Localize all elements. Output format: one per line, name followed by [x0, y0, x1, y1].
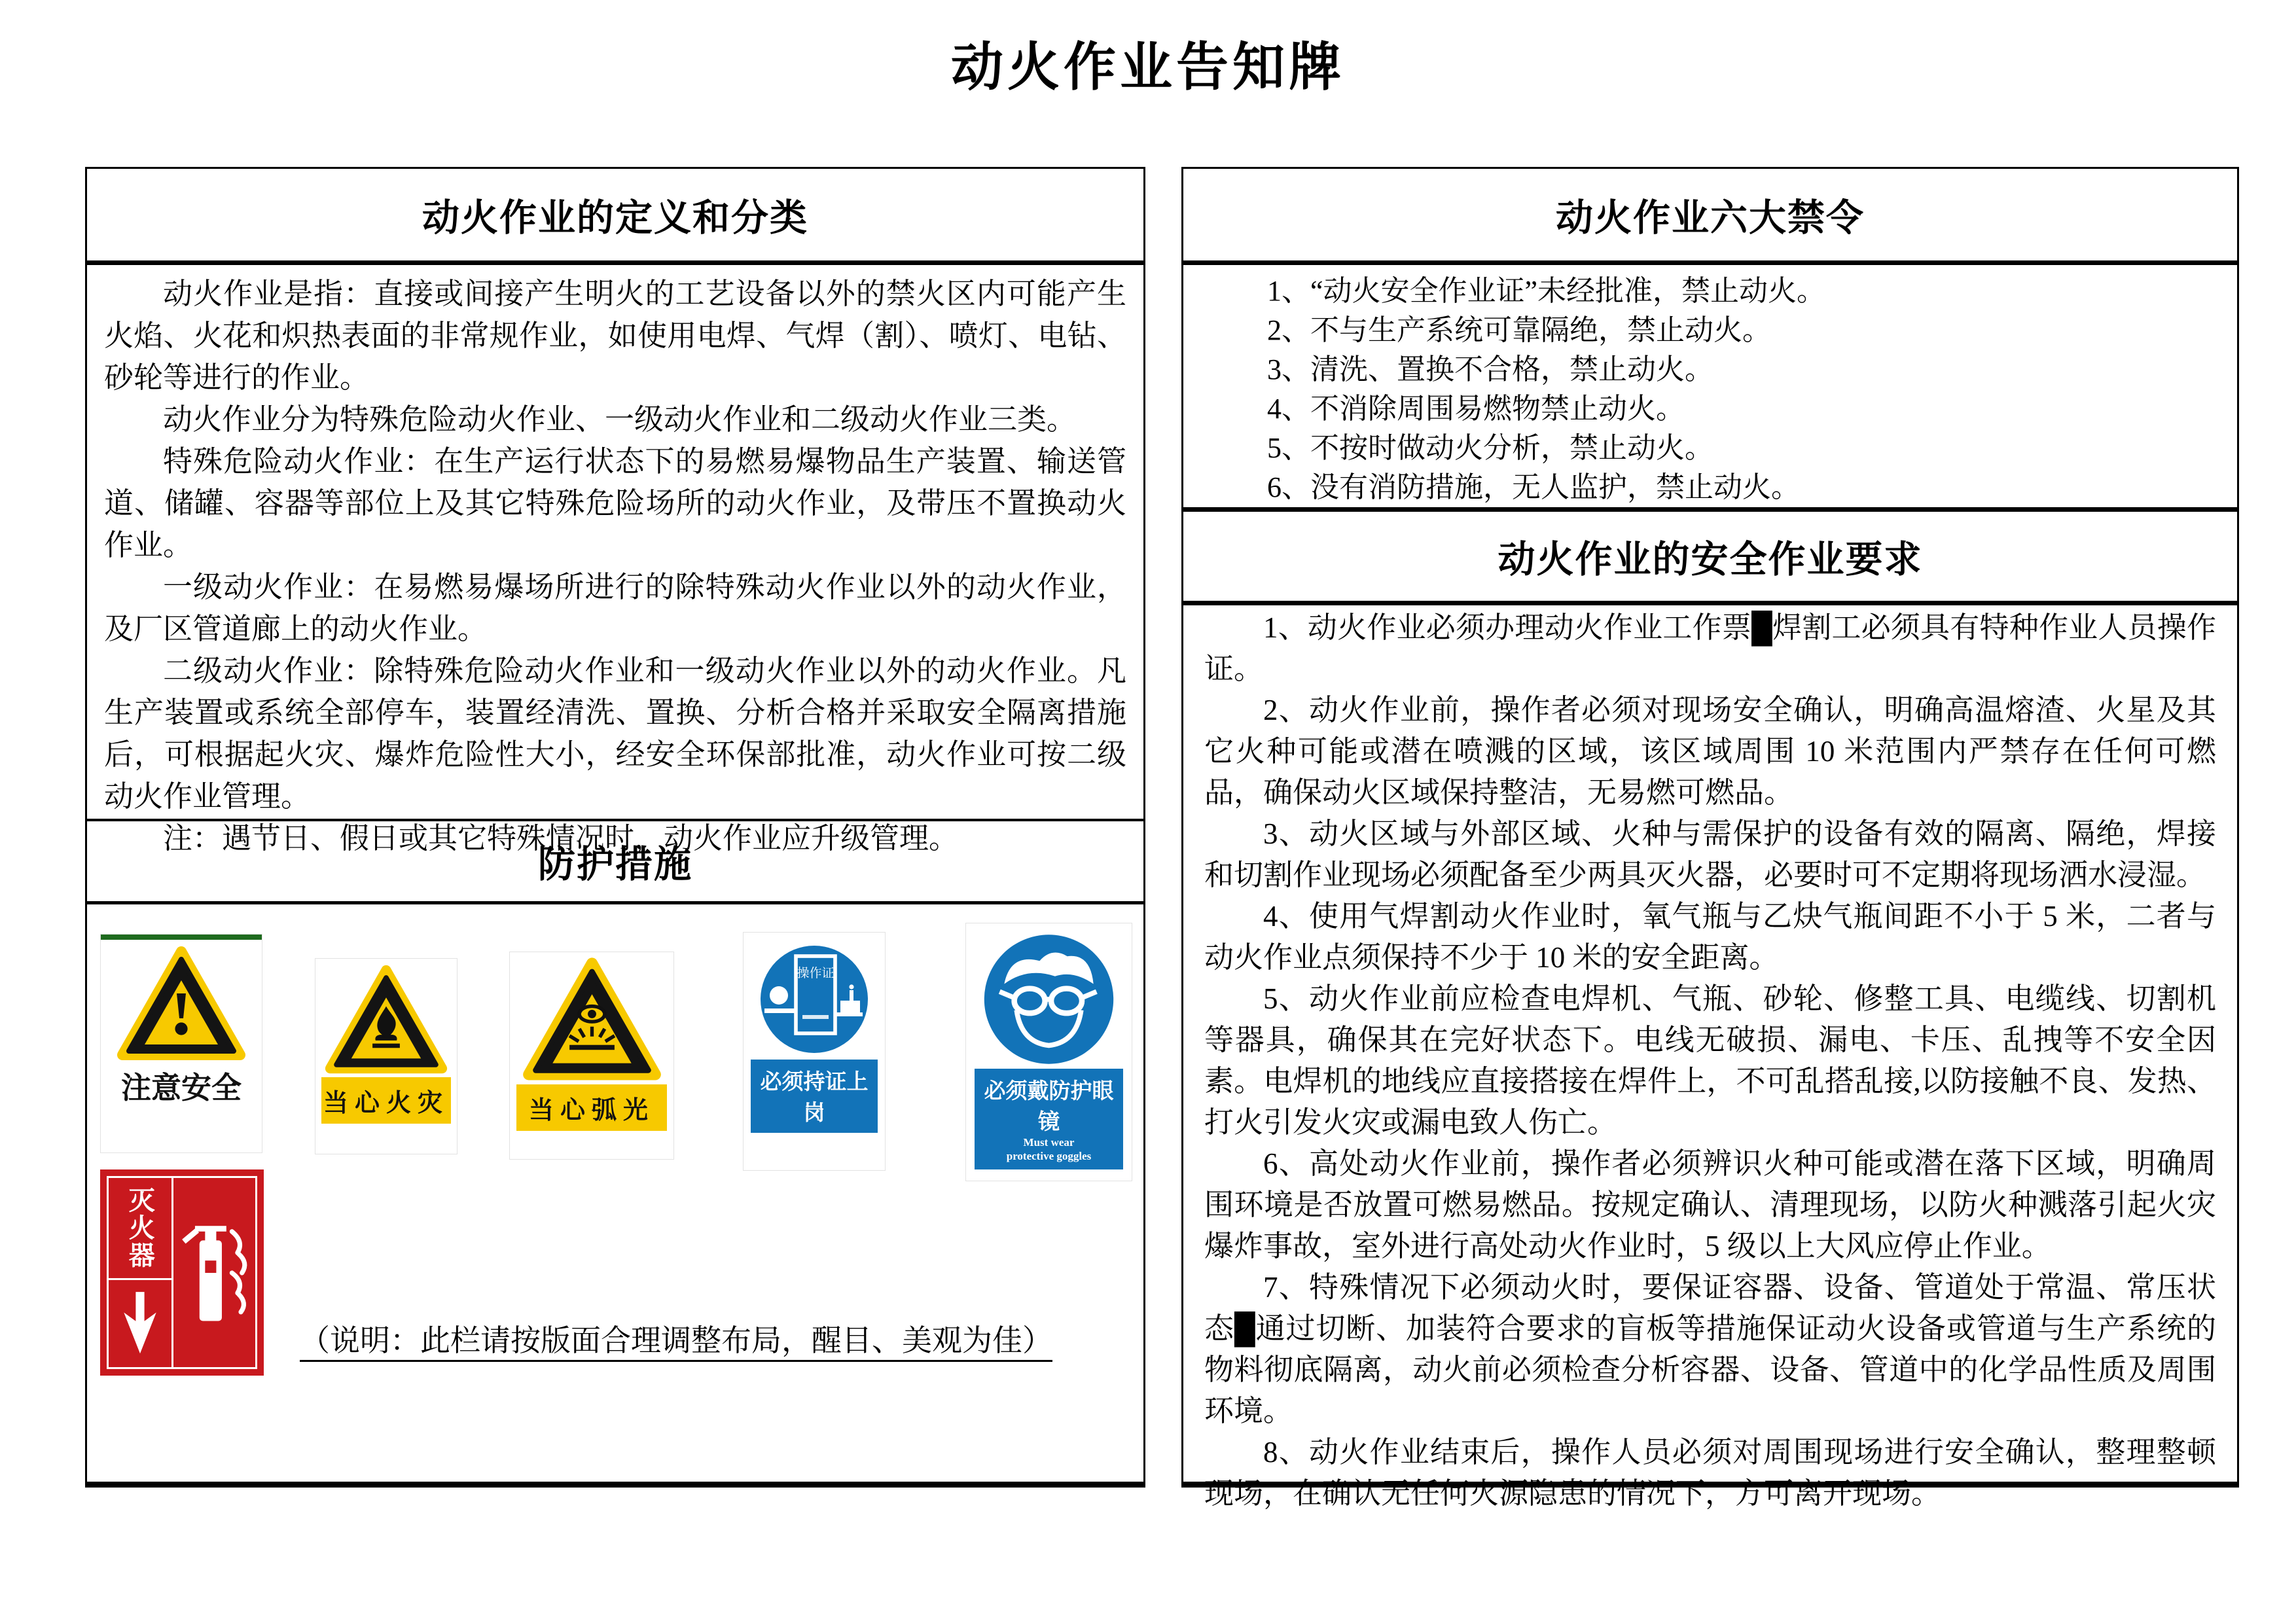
fire-extinguisher-label: 灭火器 [125, 1186, 155, 1270]
ban-item: 1、“动火安全作业证”未经批准，禁止动火。 [1267, 275, 1826, 307]
sign-label-en: Must wear [1023, 1136, 1075, 1149]
ban-item: 5、不按时做动火分析，禁止动火。 [1267, 432, 1713, 464]
ban-item: 6、没有消防措施，无人监护，禁止动火。 [1267, 471, 1800, 503]
fire-extinguisher-left-cells [109, 1178, 173, 1367]
sign-label: 必须持证上岗 [751, 1060, 878, 1133]
definition-paragraph: 动火作业分为特殊危险动火作业、一级动火作业和二级动火作业三类。 [163, 403, 1077, 436]
ban-item: 2、不与生产系统可靠隔绝，禁止动火。 [1267, 314, 1771, 346]
fire-extinguisher-icon [175, 1211, 253, 1334]
six-bans-list [1183, 265, 2237, 507]
right-header-six-bans: 动火作业六大禁令 [1183, 169, 2237, 265]
fire-extinguisher-arrow-cell [109, 1280, 171, 1367]
layout-note: （说明：此栏请按版面合理调整布局，醒目、美观为佳） [300, 1324, 1052, 1357]
ban-item: 3、清洗、置换不合格，禁止动火。 [1267, 353, 1713, 385]
requirement-item: 4、使用气焊割动火作业时，氧气瓶与乙炔气瓶间距不小于 5 米，二者与动火作业点须保持不少于 10 米的安全距离。 [1204, 900, 2216, 974]
warning-triangle-flame-icon [324, 963, 448, 1077]
goggles-face-icon [972, 930, 1126, 1069]
requirement-item: 1、动火作业必须办理动火作业工作票█焊割工必须具有特种作业人员操作证。 [1204, 611, 2216, 685]
sign-beware-arc-light [509, 952, 674, 1160]
warning-triangle-exclamation-icon [116, 944, 247, 1064]
warning-triangle-arc-icon [522, 955, 662, 1084]
definition-text [87, 265, 1143, 855]
left-header-protective-measures: 防护措施 [87, 819, 1143, 904]
sign-beware-fire [315, 958, 457, 1154]
requirement-item: 7、特殊情况下必须动火时，要保证容器、设备、管道处于常温、常压状态█通过切断、加装符合要求的盲板等措施保证动火设备或管道与生产系统的物料彻底隔离，动火前必须检查分析容器、设备、管道中的化学品性质及周围环境。 [1204, 1271, 2216, 1427]
right-header-safety-requirements: 动火作业的安全作业要求 [1183, 507, 2237, 605]
safety-requirements-list [1183, 601, 2237, 1510]
requirement-item: 8、动火作业结束后，操作人员必须对周围现场进行安全确认，整理整顿现场，在确认无任何火源隐患的情况下，方可离开现场。 [1204, 1436, 2216, 1510]
sign-must-wear-goggles [965, 923, 1132, 1181]
sign-label-cn: 必须戴防护眼镜 [984, 1080, 1114, 1134]
fire-extinguisher-frame [107, 1176, 257, 1369]
requirement-item: 6、高处动火作业前，操作者必须辨识火种可能或潜在落下区域，明确周围环境是否放置可燃易燃品。按规定确认、清理现场，以防火种溅落引起火灾爆炸事故，室外进行高处动火作业时，5 级以上大风应停止作业。 [1204, 1147, 2216, 1262]
sign-label: 当心火灾 [321, 1077, 452, 1124]
definition-paragraph: 特殊危险动火作业：在生产运行状态下的易燃易爆物品生产装置、输送管道、储罐、容器等部位上及其它特殊危险场所的动火作业，及带压不置换动火作业。 [104, 445, 1126, 562]
requirement-item: 2、动火作业前，操作者必须对现场安全确认，明确高温熔渣、火星及其它火种可能或潜在喷溅的区域，该区域周围 10 米范围内严禁存在任何可燃品，确保动火区域保持整洁，无易燃可燃品。 [1204, 694, 2216, 809]
fire-extinguisher-sign [100, 1169, 264, 1376]
sign-must-hold-certificate [743, 932, 886, 1171]
sign-label [975, 1069, 1124, 1169]
green-divider-bar [101, 935, 262, 940]
definition-paragraph: 一级动火作业：在易燃易爆场所进行的除特殊动火作业以外的动火作业，及厂区管道廊上的动火作业。 [104, 571, 1126, 645]
definition-paragraph: 二级动火作业：除特殊危险动火作业和一级动火作业以外的动火作业。凡生产装置或系统全部停车，装置经清洗、置换、分析合格并采取安全隔离措施后，可根据起火灾、爆炸危险性大小，经安全环保部批准，动火作业可按二级动火作业管理。 [104, 654, 1126, 813]
requirement-item: 5、动火作业前应检查电焊机、气瓶、砂轮、修整工具、电缆线、切割机等器具，确保其在完好状态下。电线无破损、漏电、卡压、乱拽等不安全因素。电焊机的地线应直接搭接在焊件上，不可乱搭乱接,以防接触不良、发热、打火引发火灾或漏电致人伤亡。 [1204, 982, 2216, 1139]
sign-caution-safety [100, 934, 262, 1153]
definition-note-paragraph: 注：遇节日、假日或其它特殊情况时，动火作业应升级管理。 [163, 822, 959, 855]
fire-extinguisher-icon-cell [173, 1178, 255, 1367]
requirement-item: 3、动火区域与外部区域、火种与需保护的设备有效的隔离、隔绝，焊接和切割作业现场必须配备至少两具灭火器，必要时可不定期将现场洒水浸湿。 [1204, 817, 2216, 891]
page-title: 动火作业告知牌 [951, 39, 1345, 97]
certificate-card-text: 操作证 [797, 967, 834, 980]
down-arrow-icon [118, 1291, 162, 1356]
right-panel [1181, 167, 2239, 1510]
certificate-badge-icon [749, 942, 880, 1060]
safety-signs-area [87, 904, 1143, 1482]
left-panel [85, 167, 1145, 1488]
sign-label-en: protective goggles [1006, 1150, 1092, 1162]
fire-extinguisher-label-cell [109, 1178, 171, 1280]
sign-label: 当心弧光 [516, 1084, 667, 1131]
left-header-definition: 动火作业的定义和分类 [87, 169, 1143, 265]
sign-label: 注意安全 [121, 1071, 242, 1105]
definition-paragraph: 动火作业是指：直接或间接产生明火的工艺设备以外的禁火区内可能产生火焰、火花和炽热表面的非常规作业，如使用电焊、气焊（割）、喷灯、电钻、砂轮等进行的作业。 [104, 277, 1126, 394]
ban-item: 4、不消除周围易燃物禁止动火。 [1267, 393, 1685, 425]
